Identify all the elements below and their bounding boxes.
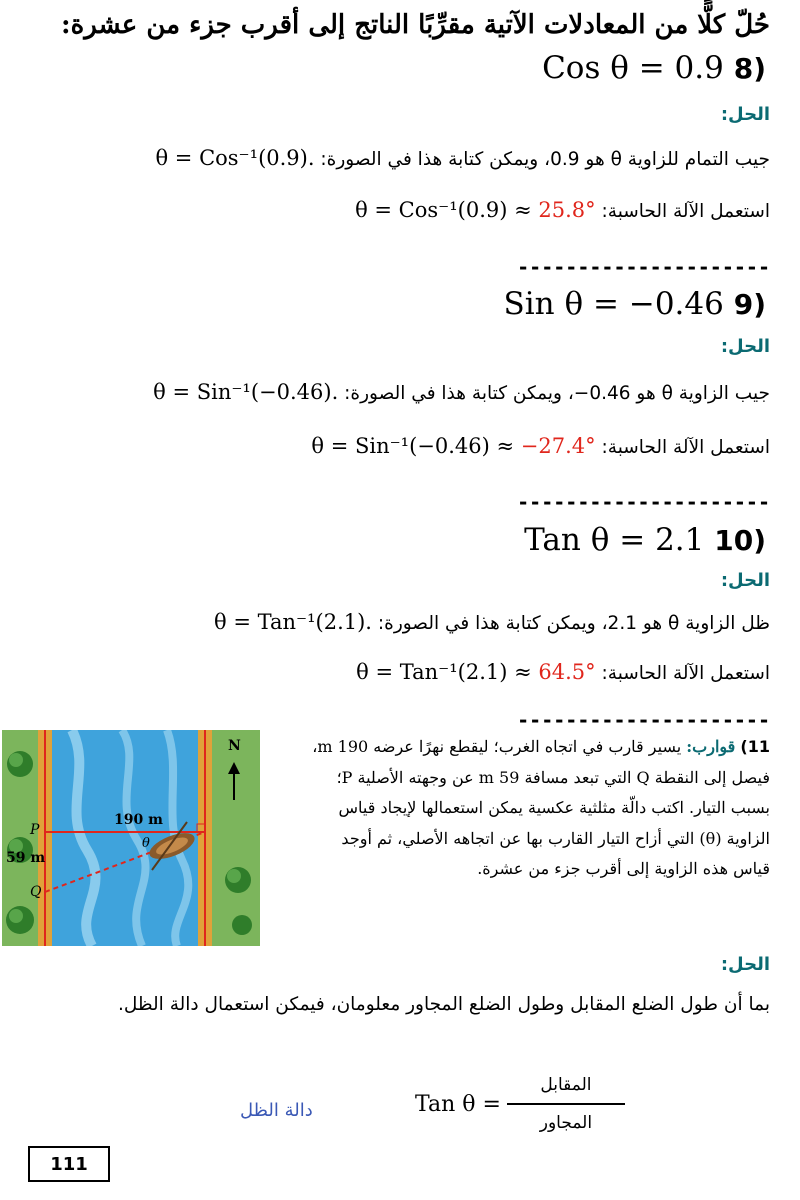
separator: --------------------- [517, 708, 770, 732]
problem-number: (10 [714, 524, 766, 557]
inverse-expression: θ = Sin⁻¹(−0.46). [153, 380, 339, 404]
denominator: المجاور [539, 1113, 593, 1133]
function-name: دالة الظل [240, 1100, 313, 1121]
point-p-label: P [30, 822, 40, 838]
separator: --------------------- [517, 255, 770, 279]
calculator-expression: θ = Tan⁻¹(2.1) ≈ [356, 660, 532, 684]
explanation-text: جيب الزاوية θ هو 0.46−، ويمكن كتابة هذا في الصورة: [344, 383, 770, 404]
problem-10-line-2 [356, 660, 770, 684]
problem-10-line-1 [214, 610, 770, 634]
problem-10-equation [524, 522, 770, 558]
instructions-heading: حُلّ كلًّا من المعادلات الآتية مقرِّبًا الناتج إلى أقرب جزء من عشرة: [61, 10, 770, 40]
problem-11-solution-text: بما أن طول الضلع المقابل وطول الضلع المجاور معلومان، فيمكن استعمال دالة الظل. [117, 994, 770, 1015]
problem-number: (9 [733, 288, 766, 321]
page-number: 111 [28, 1146, 110, 1182]
explanation-text: ظل الزاوية θ هو 2.1، ويمكن كتابة هذا في الصورة: [377, 613, 770, 634]
problem-number: 11) [740, 737, 770, 756]
problem-line: قياس هذه الزاوية إلى أقرب جزء من عشرة. [477, 859, 770, 878]
equation: Tan θ = 2.1 [524, 522, 705, 558]
answer-value: 64.5° [538, 660, 596, 684]
topic-label: قوارب: [686, 737, 736, 756]
problem-8-equation [542, 50, 770, 86]
calculator-expression: θ = Sin⁻¹(−0.46) ≈ [311, 434, 515, 458]
problem-line: بسبب التيار. اكتب دالّة مثلثية عكسية يمكن استعمالها لإيجاد قياس [338, 798, 770, 817]
problem-9-equation [504, 286, 770, 322]
equation: Cos θ = 0.9 [542, 50, 724, 86]
problem-9-line-2 [311, 434, 770, 458]
north-label: N [228, 738, 241, 754]
answer-value: −27.4° [520, 434, 596, 458]
calculator-expression: θ = Cos⁻¹(0.9) ≈ [355, 198, 532, 222]
calculator-text: استعمل الآلة الحاسبة: [601, 201, 770, 222]
inverse-expression: θ = Cos⁻¹(0.9). [155, 146, 315, 170]
problem-line: فيصل إلى النقطة Q التي تبعد مسافة 59 m عن وجهته الأصلية P؛ [336, 767, 770, 787]
point-q-label: Q [30, 884, 42, 900]
ratio-fraction [507, 1075, 625, 1133]
river-figure [2, 730, 260, 946]
calculator-text: استعمل الآلة الحاسبة: [601, 663, 770, 684]
formula-lhs: Tan θ = [415, 1091, 501, 1117]
separator: --------------------- [517, 490, 770, 514]
offset-label: 59 m [6, 850, 46, 866]
tan-formula [415, 1075, 625, 1133]
width-label: 190 m [114, 812, 163, 828]
problem-number: (8 [733, 52, 766, 85]
solution-label: الحل: [720, 104, 770, 125]
answer-value: 25.8° [538, 198, 596, 222]
problem-line: يسير قارب في اتجاه الغرب؛ ليقطع نهرًا عرضه 190 m، [312, 737, 682, 756]
solution-label: الحل: [720, 336, 770, 357]
solution-label: الحل: [720, 954, 770, 975]
problem-line: الزاوية (θ) التي أزاح التيار القارب بها عن اتجاهه الأصلي، ثم أوجد [341, 828, 770, 848]
inverse-expression: θ = Tan⁻¹(2.1). [214, 610, 372, 634]
angle-label: θ [142, 836, 150, 851]
equation: Sin θ = −0.46 [503, 286, 724, 322]
numerator: المقابل [540, 1075, 592, 1095]
problem-8-line-1 [155, 146, 770, 170]
calculator-text: استعمل الآلة الحاسبة: [601, 437, 770, 458]
fraction-bar [507, 1103, 625, 1105]
problem-9-line-1 [153, 380, 770, 404]
explanation-text: جيب التمام للزاوية θ هو 0.9، ويمكن كتابة هذا في الصورة: [320, 149, 770, 170]
solution-label: الحل: [720, 570, 770, 591]
problem-8-line-2 [355, 198, 770, 222]
problem-11-text [270, 732, 770, 885]
